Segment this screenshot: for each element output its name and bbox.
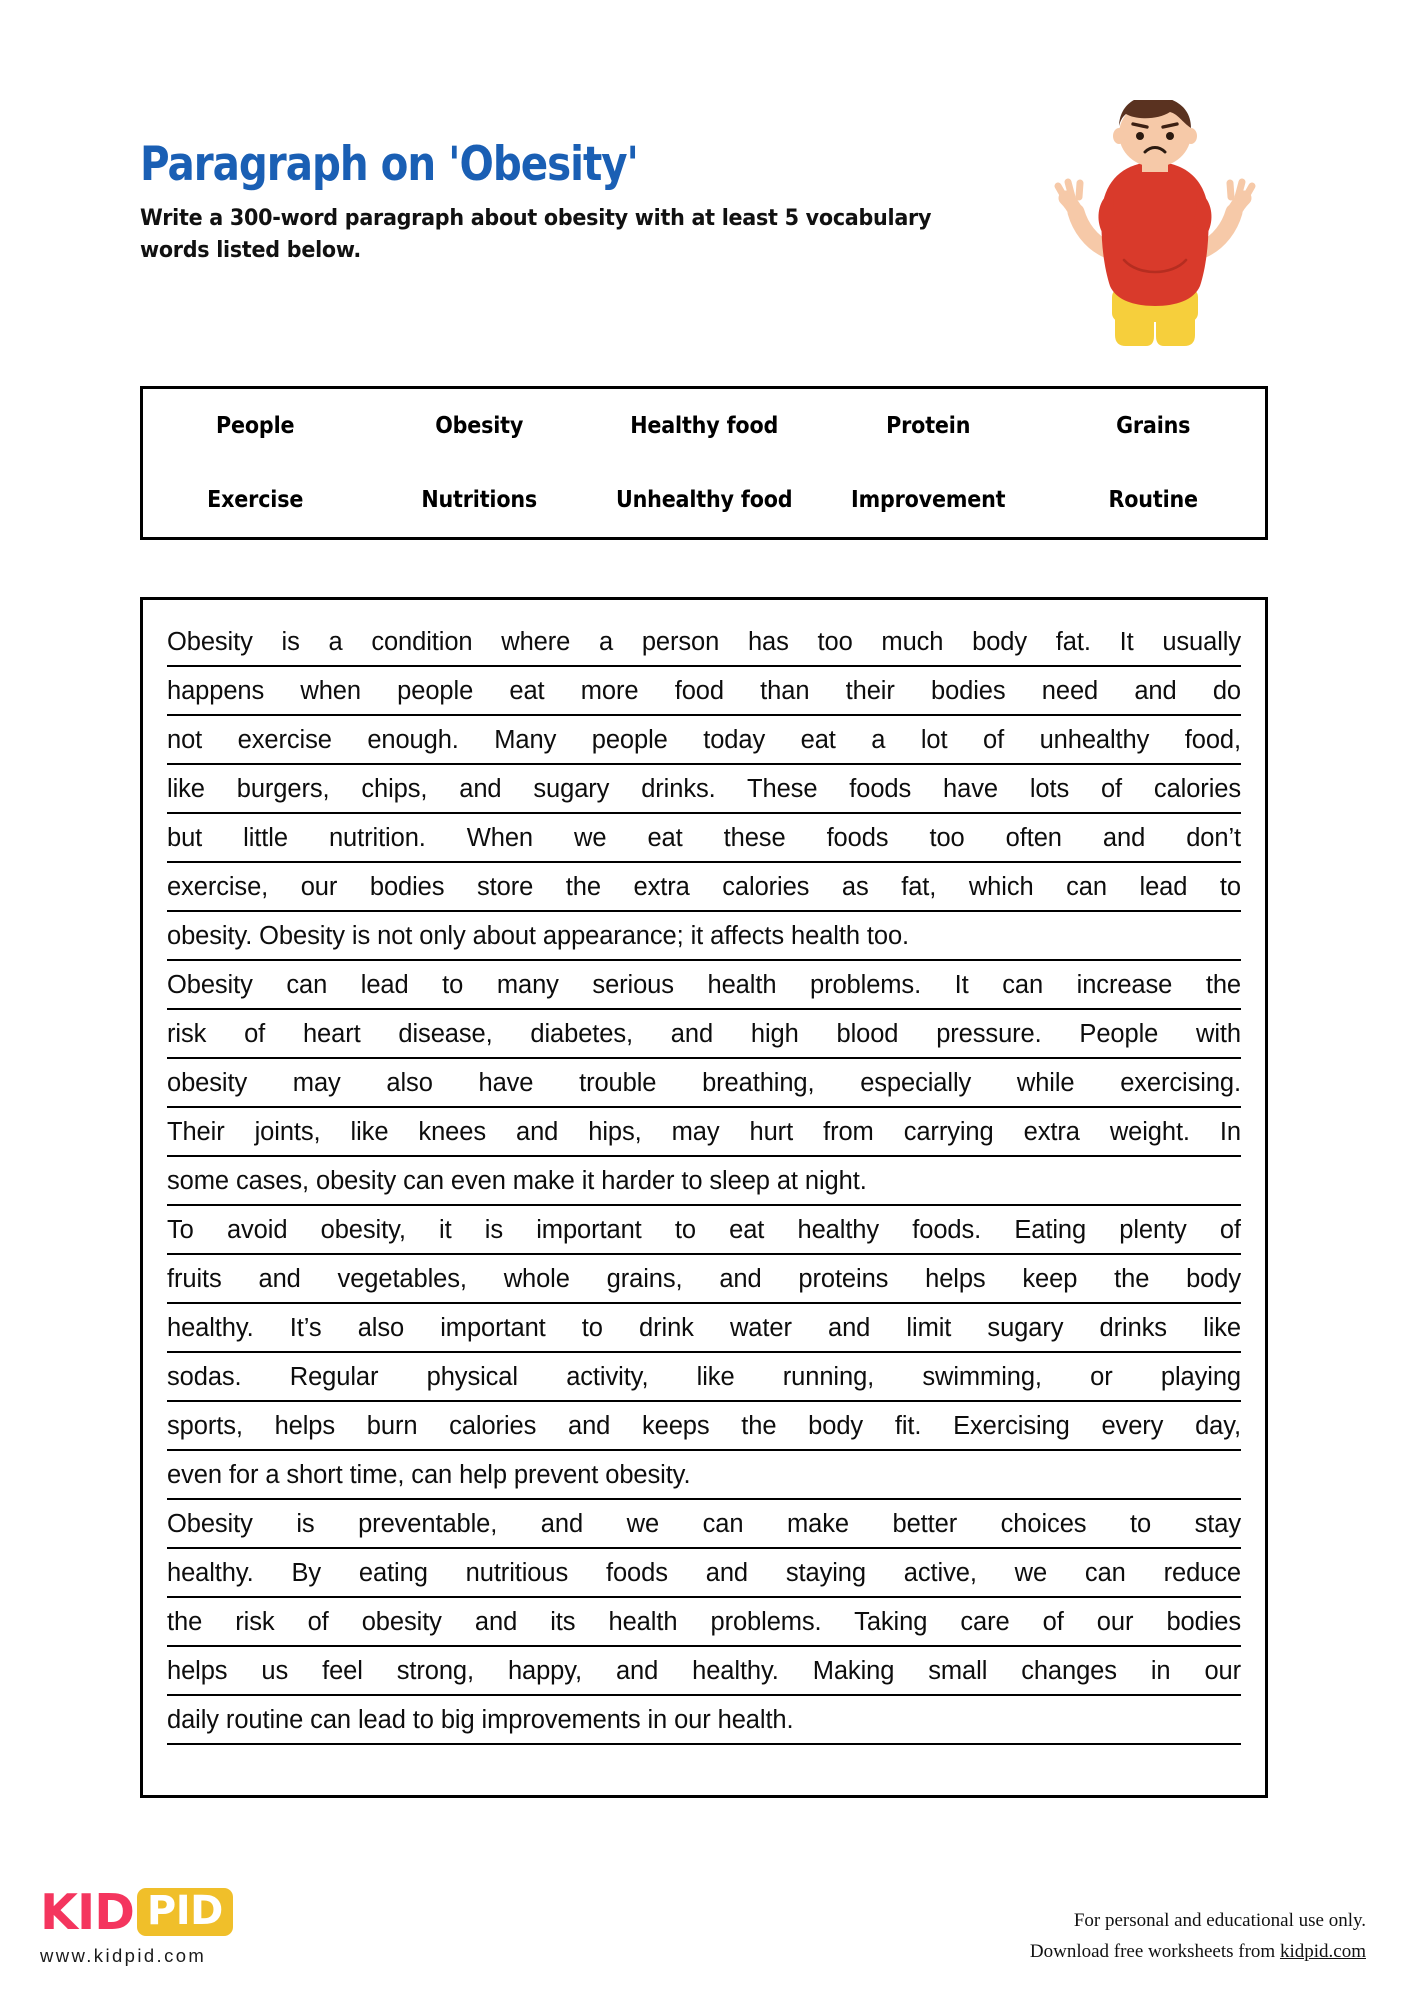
answer-line-text: even for a short time, can help prevent obesity. (167, 1461, 691, 1489)
vocabulary-row (143, 463, 1265, 537)
answer-box (140, 597, 1268, 1798)
kidpid-link[interactable]: kidpid.com (1279, 1940, 1366, 1962)
answer-line (167, 961, 1241, 1010)
answer-paragraph (167, 1206, 1241, 1500)
kidpid-logo (40, 1883, 440, 1967)
answer-line-text: Obesity is preventable, and we can make better choices to stay (167, 1510, 1241, 1538)
answer-line (167, 1010, 1241, 1059)
vocabulary-word: Exercise (207, 487, 304, 513)
vocabulary-row (143, 389, 1265, 463)
answer-line-text: sports, helps burn calories and keeps the body fit. Exercising every day, (167, 1412, 1241, 1440)
vocabulary-word: Improvement (851, 487, 1006, 513)
logo-pid-text: PID (146, 1888, 223, 1934)
answer-line (167, 1206, 1241, 1255)
answer-line-text: healthy. By eating nutritious foods and staying active, we can reduce (167, 1559, 1241, 1587)
answer-paragraph (167, 1500, 1241, 1745)
answer-line-text: Obesity can lead to many serious health problems. It can increase the (167, 971, 1241, 999)
answer-line-text: healthy. It’s also important to drink water and limit sugary drinks like (167, 1314, 1241, 1342)
vocabulary-word: Obesity (435, 413, 524, 439)
answer-line (167, 912, 1241, 961)
vocabulary-box (140, 386, 1268, 540)
answer-line (167, 1108, 1241, 1157)
overweight-boy-illustration (1030, 100, 1280, 380)
footer-note (1030, 1906, 1366, 1968)
answer-line (167, 1353, 1241, 1402)
answer-line-text: Obesity is a condition where a person has too much body fat. It usually (167, 628, 1241, 656)
vocabulary-word: Routine (1108, 487, 1198, 513)
answer-line-text: Their joints, like knees and hips, may hurt from carrying extra weight. In (167, 1118, 1241, 1146)
vocabulary-word: Unhealthy food (615, 487, 793, 513)
answer-line (167, 1255, 1241, 1304)
answer-line-text: risk of heart disease, diabetes, and high blood pressure. People with (167, 1020, 1241, 1048)
logo-kid-text: KID (40, 1883, 134, 1941)
answer-line (167, 814, 1241, 863)
answer-line-text: like burgers, chips, and sugary drinks. These foods have lots of calories (167, 775, 1241, 803)
answer-paragraph (167, 618, 1241, 961)
answer-line (167, 1647, 1241, 1696)
footer-download-line (1030, 1937, 1366, 1968)
answer-line (167, 667, 1241, 716)
answer-line (167, 765, 1241, 814)
answer-line-text: the risk of obesity and its health problems. Taking care of our bodies (167, 1608, 1241, 1636)
footer-download-text: Download free worksheets from (1029, 1940, 1280, 1962)
page-title: Paragraph on 'Obesity' (140, 137, 638, 192)
answer-line-text: obesity. Obesity is not only about appearance; it affects health too. (167, 922, 910, 950)
answer-line-text: some cases, obesity can even make it harder to sleep at night. (167, 1167, 867, 1195)
worksheet-header (140, 137, 1000, 267)
logo-pid-badge (137, 1888, 233, 1936)
answer-line (167, 618, 1241, 667)
answer-line (167, 1059, 1241, 1108)
footer-usage-text: For personal and educational use only. (1073, 1910, 1366, 1931)
answer-line-text: fruits and vegetables, whole grains, and proteins helps keep the body (167, 1265, 1241, 1293)
answer-line (167, 863, 1241, 912)
vocabulary-word: Protein (886, 413, 971, 439)
answer-line-text: obesity may also have trouble breathing, especially while exercising. (167, 1069, 1241, 1097)
answer-line (167, 1598, 1241, 1647)
answer-line (167, 1451, 1241, 1500)
vocabulary-word: Healthy food (630, 413, 778, 439)
answer-line-text: To avoid obesity, it is important to eat healthy foods. Eating plenty of (167, 1216, 1241, 1244)
logo-website-url: www.kidpid.com (40, 1945, 207, 1966)
answer-line-text: but little nutrition. When we eat these foods too often and don’t (167, 824, 1241, 852)
answer-line (167, 1402, 1241, 1451)
answer-line-text: not exercise enough. Many people today eat a lot of unhealthy food, (167, 726, 1241, 754)
vocabulary-word: Nutritions (421, 487, 538, 513)
answer-line-text: sodas. Regular physical activity, like running, swimming, or playing (167, 1363, 1241, 1391)
answer-line (167, 1500, 1241, 1549)
answer-line-text: exercise, our bodies store the extra calories as fat, which can lead to (167, 873, 1241, 901)
answer-line (167, 1549, 1241, 1598)
instructions-text: Write a 300-word paragraph about obesity with at least 5 vocabulary words listed below. (140, 205, 932, 264)
answer-line-text: happens when people eat more food than their bodies need and do (167, 677, 1241, 705)
vocabulary-word: People (216, 413, 295, 439)
answer-line-text: helps us feel strong, happy, and healthy. Making small changes in our (167, 1657, 1241, 1685)
logo-wordmark (40, 1883, 440, 1941)
vocabulary-word: Grains (1115, 413, 1190, 439)
answer-paragraph (167, 961, 1241, 1206)
answer-line (167, 1304, 1241, 1353)
answer-line-text: daily routine can lead to big improvements in our health. (167, 1706, 794, 1734)
answer-line (167, 1157, 1241, 1206)
answer-line (167, 1696, 1241, 1745)
answer-line (167, 716, 1241, 765)
